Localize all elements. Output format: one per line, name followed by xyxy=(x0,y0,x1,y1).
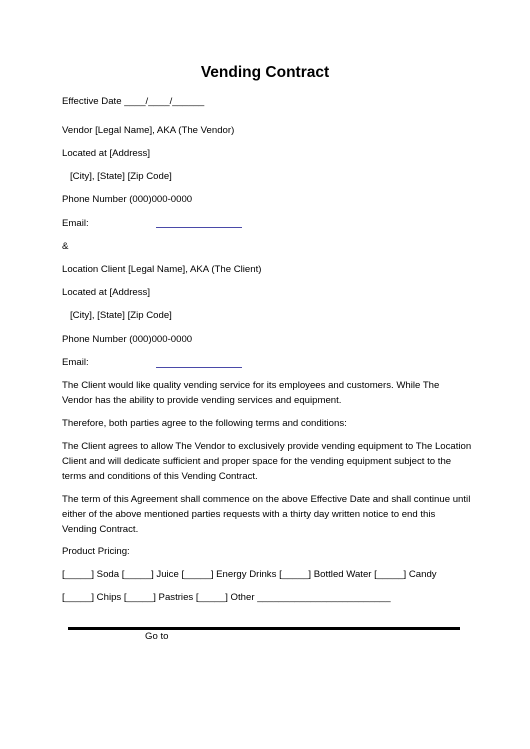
vendor-email-label: Email: xyxy=(62,218,89,229)
vendor-line: Vendor [Legal Name], AKA (The Vendor) xyxy=(62,125,235,136)
goto-link[interactable]: Go to xyxy=(145,631,169,642)
vendor-address-line: Located at [Address] xyxy=(62,148,150,159)
effective-date-line: Effective Date ____/____/______ xyxy=(62,96,205,107)
vendor-phone-line: Phone Number (000)000-0000 xyxy=(62,194,193,205)
page-divider xyxy=(68,627,460,630)
product-pricing-label: Product Pricing: xyxy=(62,546,130,557)
client-address-line: Located at [Address] xyxy=(62,287,150,298)
pricing-row-1: [_____] Soda [_____] Juice [_____] Energy Drinks [_____] Bottled Water [_____] Candy xyxy=(62,569,437,580)
vendor-email-field[interactable] xyxy=(156,227,242,228)
paragraph-exclusivity: The Client agrees to allow The Vendor to exclusively provide vending equipment to The Location Client and will dedicate sufficient and proper space for the vending equipment subject to the terms and conditions of this Vending Contract. xyxy=(62,441,472,483)
client-line: Location Client [Legal Name], AKA (The Client) xyxy=(62,264,262,275)
client-email-field[interactable] xyxy=(156,367,242,368)
vendor-city-line: [City], [State] [Zip Code] xyxy=(70,171,172,182)
client-city-line: [City], [State] [Zip Code] xyxy=(70,310,172,321)
document-title: Vending Contract xyxy=(200,64,330,81)
paragraph-agreement: Therefore, both parties agree to the following terms and conditions: xyxy=(62,418,347,429)
client-phone-line: Phone Number (000)000-0000 xyxy=(62,334,193,345)
paragraph-term: The term of this Agreement shall commence on the above Effective Date and shall continue until either of the above mentioned parties requests with a thirty day written notice to end this Vending Contract. xyxy=(62,494,471,536)
ampersand: & xyxy=(62,241,69,252)
paragraph-intro: The Client would like quality vending service for its employees and customers. While The Vendor has the ability to provide vending services and equipment. xyxy=(62,380,440,407)
client-email-label: Email: xyxy=(62,357,89,368)
pricing-row-2: [_____] Chips [_____] Pastries [_____] Other _________________________ xyxy=(62,592,391,603)
